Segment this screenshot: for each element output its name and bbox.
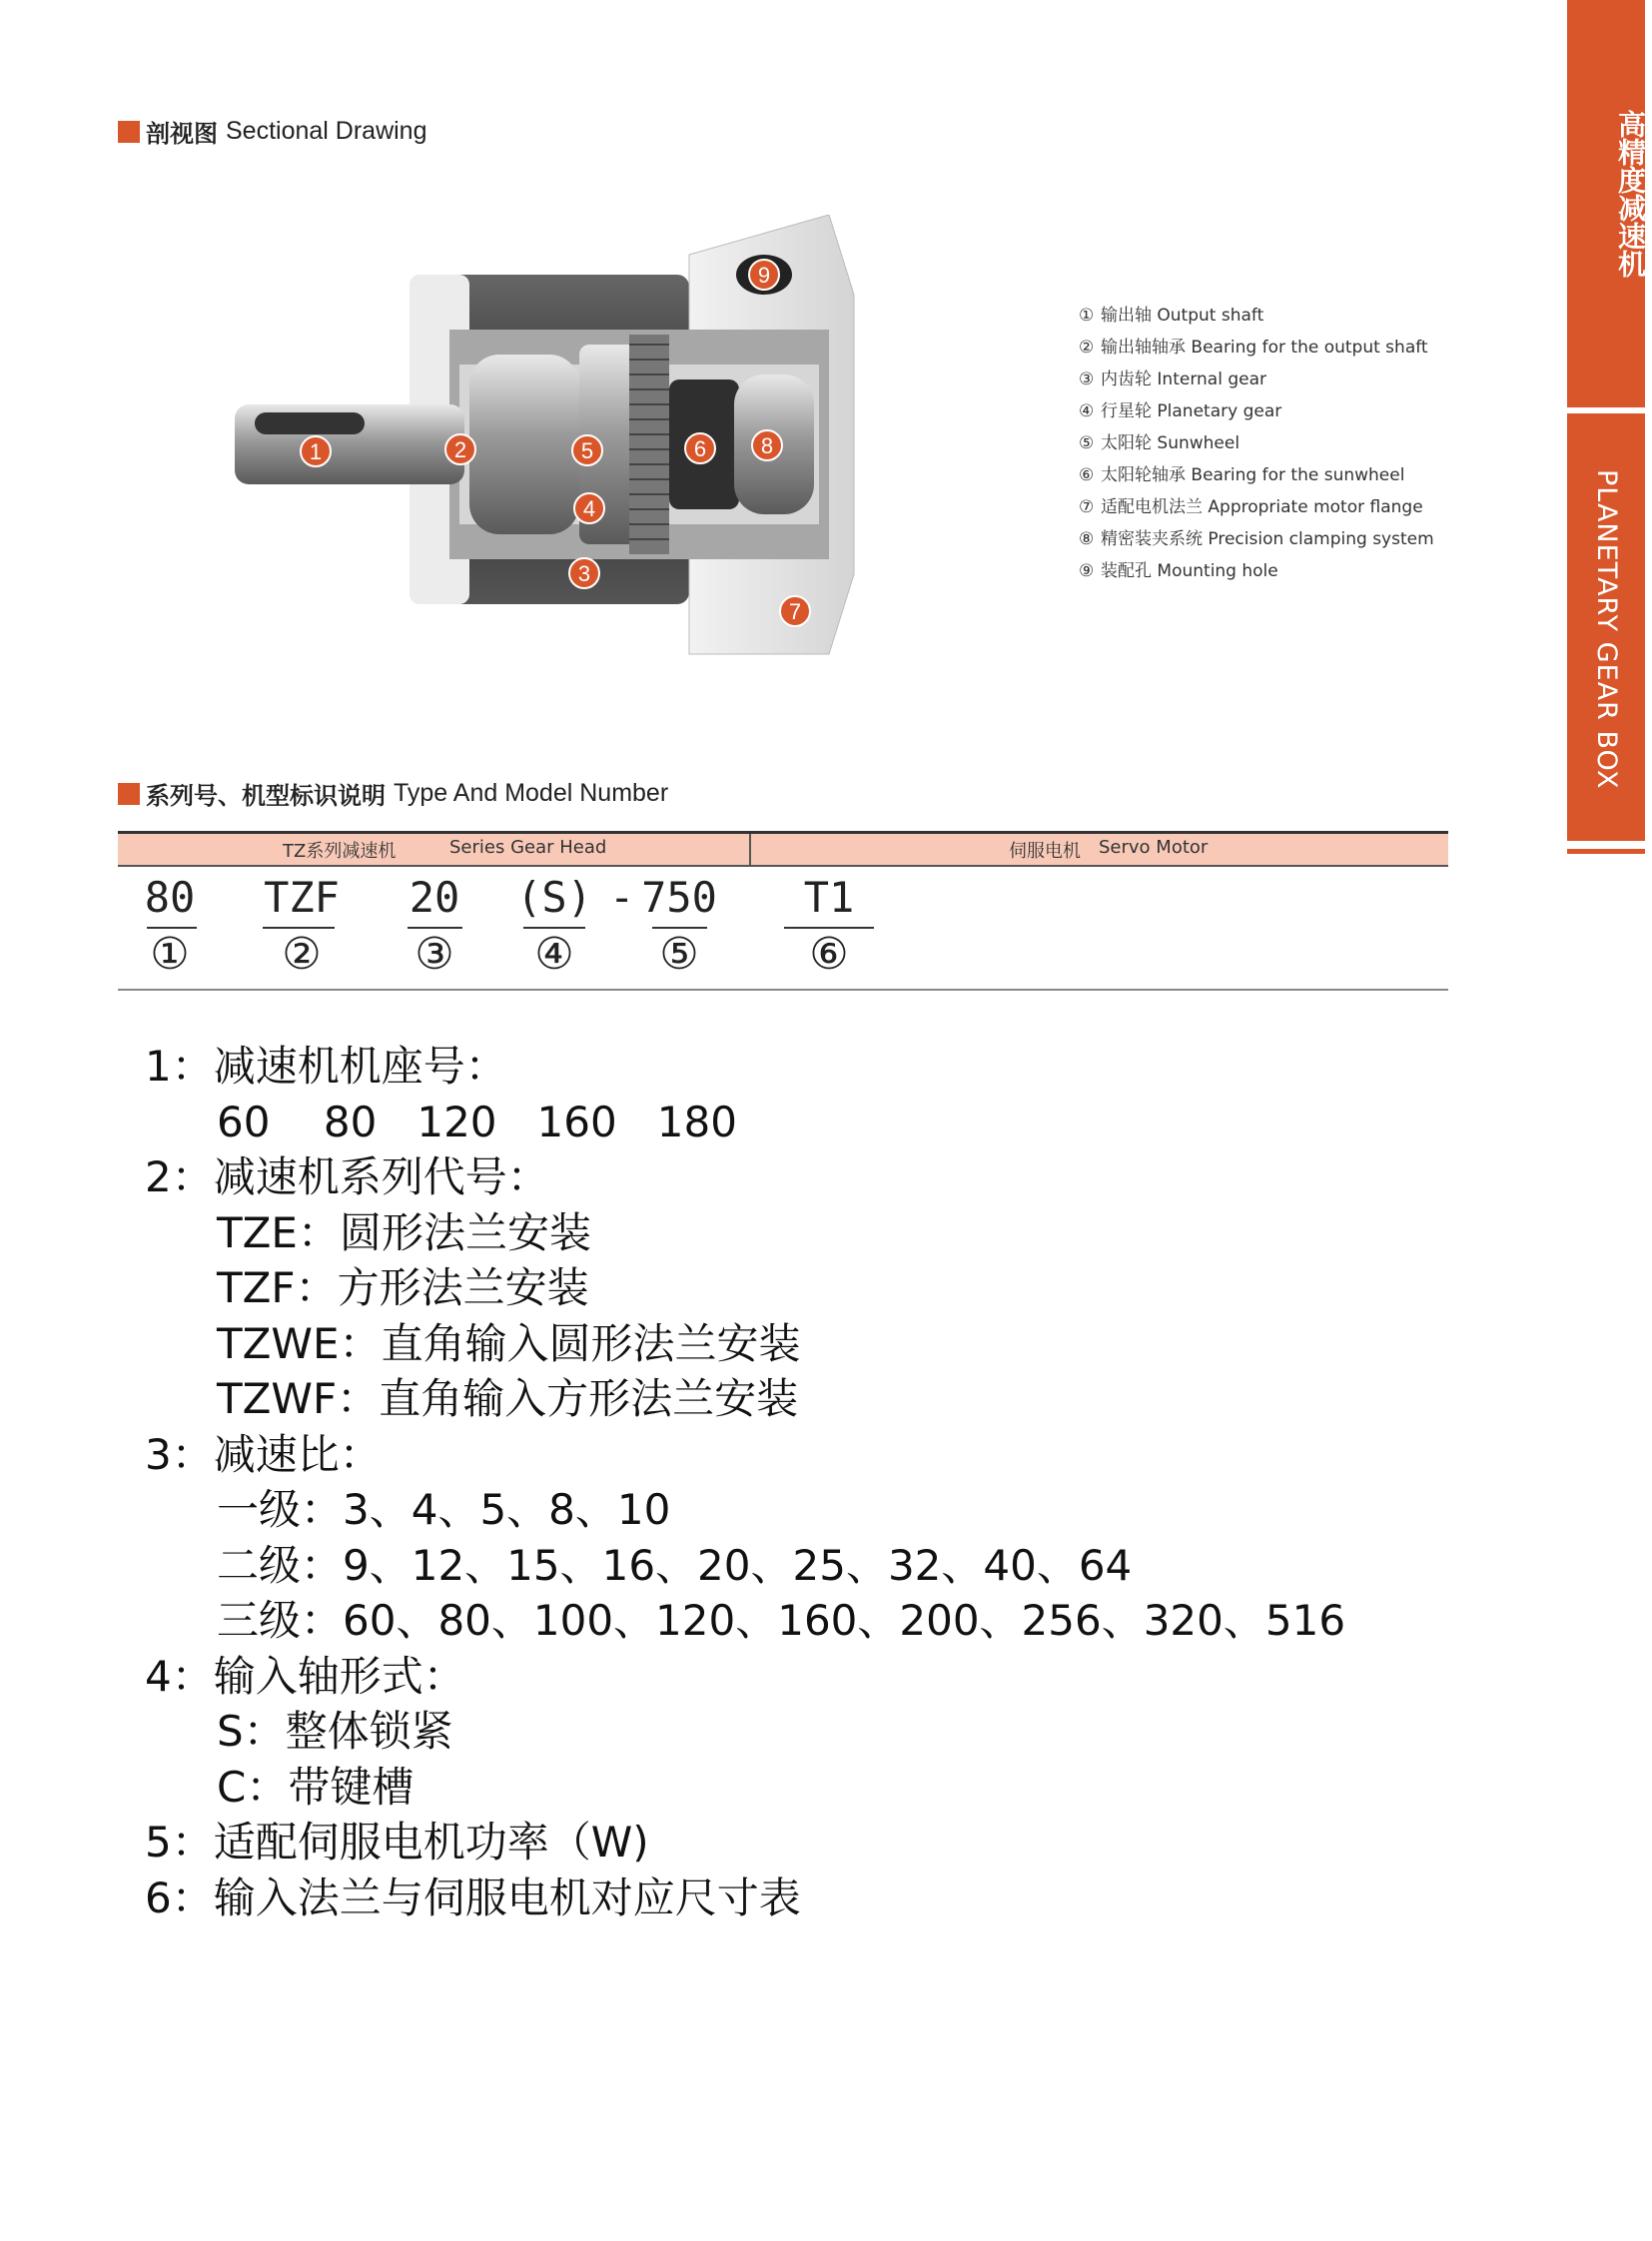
section-heading-sectional <box>118 114 427 149</box>
desc-detail: 二级：9、12、15、16、20、25、32、40、64 <box>217 1540 1133 1590</box>
legend-item <box>1079 364 1498 395</box>
legend-item <box>1079 395 1498 427</box>
callout-5-label: 5 <box>580 438 594 463</box>
legend-en: Appropriate motor flange <box>1208 497 1423 517</box>
callout-3-label: 3 <box>577 561 591 586</box>
header-servo-en: Servo Motor <box>1099 837 1209 858</box>
legend-num: ③ <box>1079 370 1095 389</box>
code-dash: - <box>609 873 635 922</box>
legend-cn: 太阳轮 <box>1101 433 1152 453</box>
legend-en: Precision clamping system <box>1208 529 1434 549</box>
code-index: ① <box>150 929 190 980</box>
legend-item <box>1079 459 1498 491</box>
callout-3 <box>569 558 599 588</box>
callout-4 <box>574 493 604 523</box>
callout-5 <box>572 435 602 465</box>
desc-detail: C：带键槽 <box>217 1762 414 1812</box>
callout-4-label: 4 <box>582 496 596 521</box>
legend-cn: 内齿轮 <box>1101 370 1152 389</box>
model-description-list <box>145 1039 1346 1925</box>
heading-en: Sectional Drawing <box>226 117 427 145</box>
parts-legend <box>1079 300 1498 587</box>
callout-8-label: 8 <box>760 433 774 458</box>
legend-num: ⑥ <box>1079 465 1095 485</box>
heading-cn: 剖视图 <box>146 120 218 148</box>
legend-cn: 行星轮 <box>1101 401 1152 421</box>
legend-en: Sunwheel <box>1157 433 1240 453</box>
callout-2 <box>445 434 475 464</box>
legend-item <box>1079 523 1498 555</box>
table-header-divider <box>749 834 751 865</box>
callout-1-label: 1 <box>309 439 323 464</box>
side-tab-en-title: PLANETARY GEAR BOX <box>1591 469 1622 790</box>
desc-detail: S：整体锁紧 <box>217 1707 453 1756</box>
legend-item <box>1079 427 1498 459</box>
desc-detail: 60 80 120 160 180 <box>217 1097 737 1146</box>
callout-1 <box>301 436 331 466</box>
header-series-cn: TZ系列减速机 <box>283 841 397 862</box>
legend-num: ⑦ <box>1079 497 1095 517</box>
legend-cn: 输出轴轴承 <box>1101 338 1186 358</box>
legend-item <box>1079 332 1498 364</box>
header-series-en: Series Gear Head <box>449 837 607 858</box>
legend-num: ② <box>1079 338 1095 358</box>
legend-num: ⑧ <box>1079 529 1095 549</box>
legend-en: Planetary gear <box>1157 401 1282 421</box>
legend-cn: 精密装夹系统 <box>1101 529 1203 549</box>
table-bottom-rule <box>118 989 1448 991</box>
desc-item-6: 6：输入法兰与伺服电机对应尺寸表 <box>145 1872 801 1922</box>
callout-9 <box>749 260 779 290</box>
legend-item <box>1079 491 1498 523</box>
code-index: ⑥ <box>809 929 849 980</box>
callout-6 <box>685 433 715 463</box>
desc-detail: TZWE：直角输入圆形法兰安装 <box>217 1318 801 1368</box>
desc-detail: 三级：60、80、100、120、160、200、256、320、516 <box>217 1596 1346 1645</box>
side-tab-cn-title: 高精度减速机 <box>1614 110 1647 278</box>
callout-6-label: 6 <box>693 436 707 461</box>
code-index: ④ <box>534 929 574 980</box>
legend-cn: 输出轴 <box>1101 306 1152 326</box>
desc-item-4: 4：输入轴形式： <box>145 1651 465 1701</box>
desc-item-2: 2：减速机系列代号： <box>145 1152 549 1201</box>
callout-9-label: 9 <box>757 263 771 288</box>
legend-item <box>1079 300 1498 332</box>
legend-num: ⑨ <box>1079 561 1095 581</box>
code-index: ③ <box>414 929 454 980</box>
desc-item-3: 3：减速比： <box>145 1429 382 1479</box>
shaft-key-shape <box>255 412 365 434</box>
legend-en: Bearing for the output shaft <box>1191 338 1428 358</box>
code-frame-size: 80 <box>144 873 196 922</box>
legend-num: ④ <box>1079 401 1095 421</box>
desc-detail: TZF：方形法兰安装 <box>217 1263 589 1312</box>
heading-en: Type And Model Number <box>394 779 669 807</box>
heading-marker <box>118 121 140 143</box>
desc-detail: TZWF：直角输入方形法兰安装 <box>217 1374 799 1423</box>
side-tab-underline <box>1567 849 1645 854</box>
callout-7-label: 7 <box>788 599 802 624</box>
heading-cn: 系列号、机型标识说明 <box>146 782 386 810</box>
sectional-drawing <box>230 215 879 674</box>
heading-marker <box>118 783 140 805</box>
desc-detail: 一级：3、4、5、8、10 <box>217 1485 671 1534</box>
table-header-underline <box>118 865 1448 867</box>
planetary-gear-shape <box>629 335 669 554</box>
desc-item-1: 1：减速机机座号： <box>145 1042 507 1091</box>
legend-num: ⑤ <box>1079 433 1095 453</box>
legend-item <box>1079 555 1498 587</box>
desc-detail: TZE：圆形法兰安装 <box>217 1207 591 1257</box>
legend-en: Internal gear <box>1157 370 1266 389</box>
callout-7 <box>780 596 810 626</box>
code-flange: T1 <box>803 873 855 922</box>
code-motor-power: 750 <box>641 873 717 922</box>
legend-en: Mounting hole <box>1157 561 1278 581</box>
section-heading-model <box>118 776 668 811</box>
legend-en: Output shaft <box>1157 306 1264 326</box>
legend-num: ① <box>1079 306 1095 326</box>
legend-cn: 装配孔 <box>1101 561 1152 581</box>
code-input-shaft: (S) <box>516 873 592 922</box>
callout-8 <box>752 430 782 460</box>
code-index: ② <box>282 929 322 980</box>
code-index: ⑤ <box>659 929 699 980</box>
header-servo-cn: 伺服电机 <box>1009 841 1081 862</box>
legend-cn: 适配电机法兰 <box>1101 497 1203 517</box>
code-ratio: 20 <box>409 873 460 922</box>
legend-cn: 太阳轮轴承 <box>1101 465 1186 485</box>
desc-item-5: 5：适配伺服电机功率（W) <box>145 1818 649 1867</box>
legend-en: Bearing for the sunwheel <box>1191 465 1405 485</box>
callout-2-label: 2 <box>453 437 467 462</box>
code-series: TZF <box>264 873 340 922</box>
output-bearing-shape <box>469 355 579 534</box>
